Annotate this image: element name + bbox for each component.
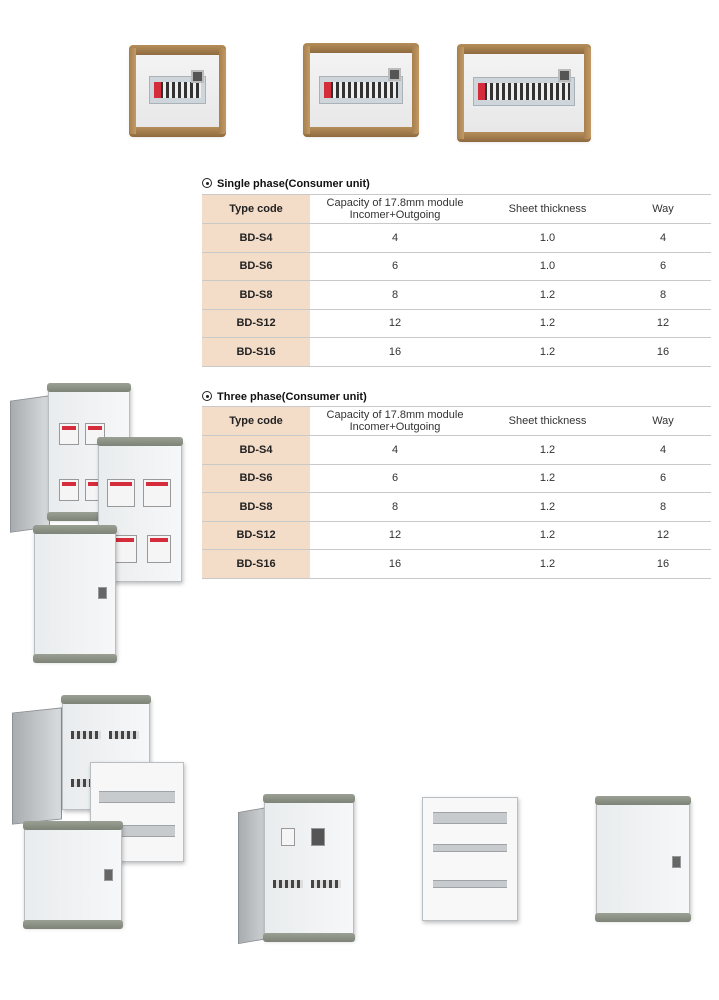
thickness-cell: 1.2 [480,550,615,579]
capacity-cell: 16 [310,338,480,367]
table-row [202,252,711,281]
bullet-icon [202,391,212,401]
header-sheet-thickness: Sheet thickness [480,195,615,224]
header-type-code: Type code [202,195,310,224]
type-code-cell: BD-S6 [202,464,310,493]
table-row [202,436,711,465]
way-cell: 4 [615,224,711,253]
thickness-cell: 1.2 [480,281,615,310]
type-code-cell: BD-S8 [202,493,310,522]
thickness-cell: 1.2 [480,493,615,522]
type-code-cell: BD-S16 [202,550,310,579]
thickness-cell: 1.2 [480,309,615,338]
way-cell: 6 [615,464,711,493]
table-row [202,464,711,493]
table-row [202,281,711,310]
way-cell: 16 [615,338,711,367]
table-header-row [202,407,711,436]
way-cell: 16 [615,550,711,579]
way-cell: 12 [615,521,711,550]
type-code-cell: BD-S12 [202,521,310,550]
capacity-cell: 6 [310,464,480,493]
cabinet-interior-image [420,795,520,923]
capacity-cell: 4 [310,436,480,465]
capacity-cell: 8 [310,281,480,310]
type-code-cell: BD-S8 [202,281,310,310]
thickness-cell: 1.0 [480,224,615,253]
single-phase-table [202,194,711,367]
type-code-cell: BD-S4 [202,224,310,253]
header-sheet-thickness: Sheet thickness [480,407,615,436]
three-phase-cabinet-group-image [0,378,190,663]
header-capacity: Capacity of 17.8mm module Incomer+Outgoing [310,407,480,436]
table-row [202,224,711,253]
table-row [202,309,711,338]
header-type-code: Type code [202,407,310,436]
table-header-row [202,195,711,224]
type-code-cell: BD-S16 [202,338,310,367]
header-way: Way [615,195,711,224]
capacity-cell: 6 [310,252,480,281]
consumer-unit-medium-image [305,46,417,134]
type-code-cell: BD-S4 [202,436,310,465]
single-phase-title: Single phase(Consumer unit) [202,178,370,190]
way-cell: 8 [615,281,711,310]
thickness-cell: 1.2 [480,436,615,465]
consumer-unit-small-image [131,48,224,134]
capacity-cell: 16 [310,550,480,579]
open-cabinet-with-door-image [236,795,354,955]
bullet-icon [202,178,212,188]
thickness-cell: 1.2 [480,464,615,493]
three-phase-table [202,406,711,579]
way-cell: 6 [615,252,711,281]
thickness-cell: 1.2 [480,521,615,550]
header-way: Way [615,407,711,436]
way-cell: 4 [615,436,711,465]
table-row [202,338,711,367]
closed-cabinet-image [594,795,694,923]
table-row [202,493,711,522]
way-cell: 8 [615,493,711,522]
thickness-cell: 1.0 [480,252,615,281]
thickness-cell: 1.2 [480,338,615,367]
table-row [202,550,711,579]
header-capacity: Capacity of 17.8mm module Incomer+Outgoing [310,195,480,224]
type-code-cell: BD-S12 [202,309,310,338]
way-cell: 12 [615,309,711,338]
type-code-cell: BD-S6 [202,252,310,281]
table-row [202,521,711,550]
consumer-unit-large-image [459,47,589,139]
three-phase-title: Three phase(Consumer unit) [202,391,367,403]
capacity-cell: 4 [310,224,480,253]
distribution-cabinet-group-image [0,690,190,935]
capacity-cell: 12 [310,309,480,338]
capacity-cell: 8 [310,493,480,522]
capacity-cell: 12 [310,521,480,550]
